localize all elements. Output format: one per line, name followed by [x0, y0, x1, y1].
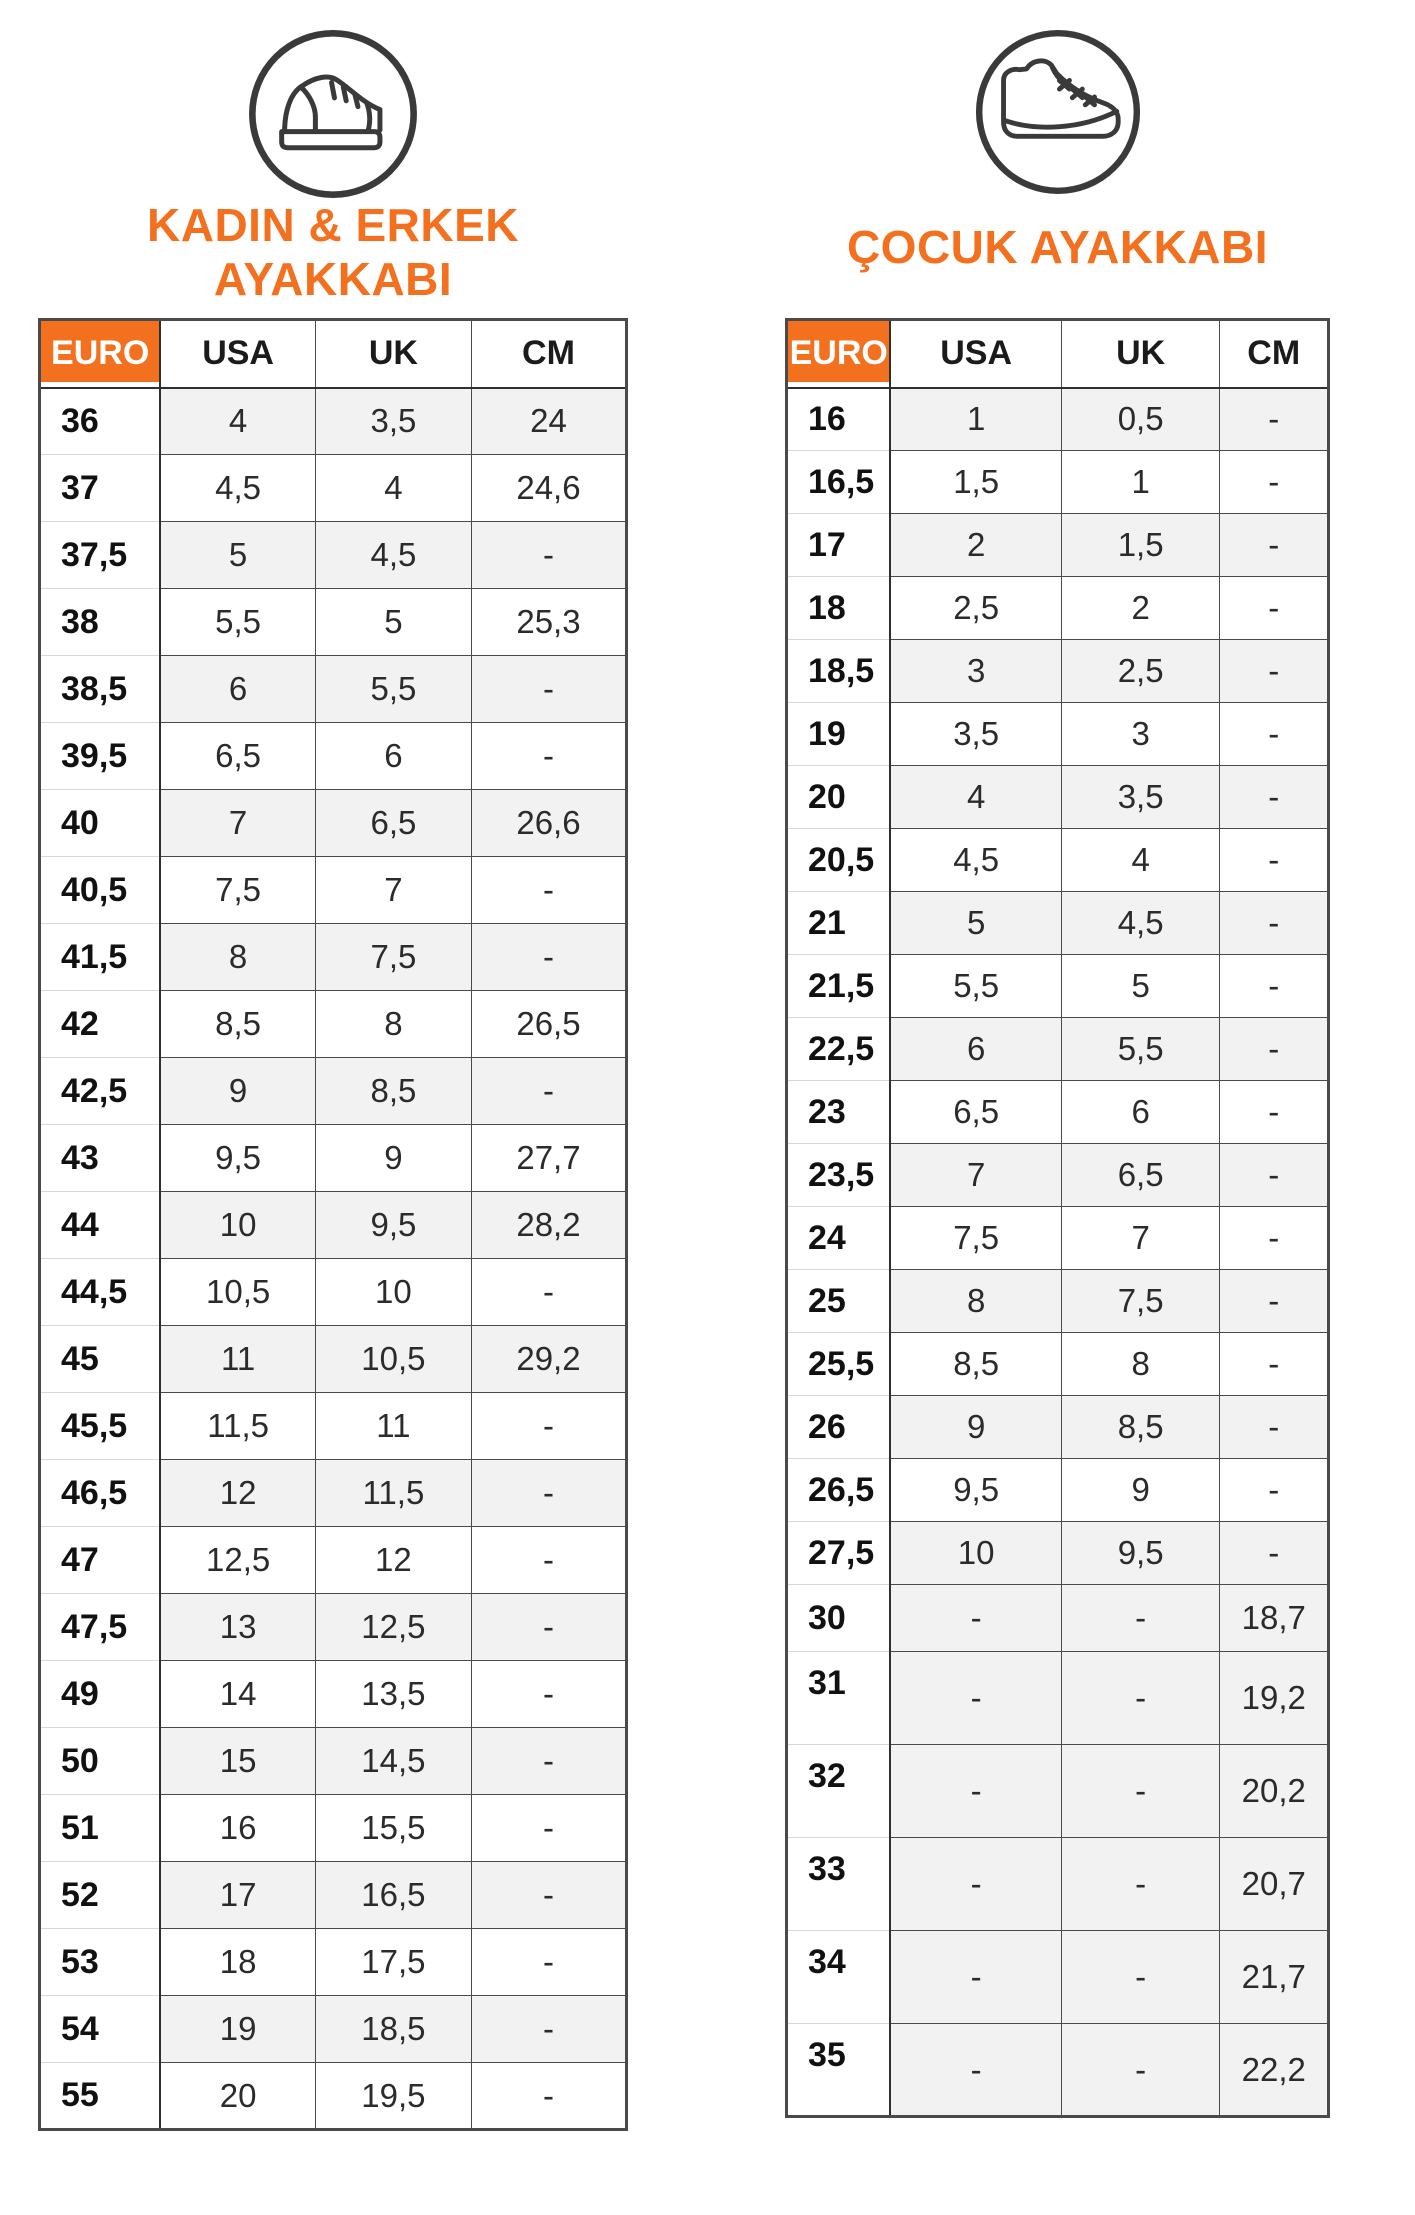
cm-cell: -	[471, 1795, 626, 1862]
table-row	[787, 1018, 1329, 1081]
uk-cell: 12	[315, 1527, 471, 1594]
euro-cell: 25	[787, 1270, 891, 1333]
euro-cell: 42,5	[40, 1058, 161, 1125]
table-row	[40, 388, 627, 455]
euro-cell: 30	[787, 1585, 891, 1652]
usa-cell: 10,5	[160, 1259, 315, 1326]
uk-cell: 9,5	[1061, 1522, 1220, 1585]
uk-cell: 9	[315, 1125, 471, 1192]
table-row	[787, 766, 1329, 829]
uk-cell: 5	[1061, 955, 1220, 1018]
usa-cell: 11	[160, 1326, 315, 1393]
usa-cell: -	[890, 1745, 1061, 1838]
cm-cell: -	[1220, 451, 1329, 514]
uk-cell: 5,5	[1061, 1018, 1220, 1081]
table-row	[787, 2024, 1329, 2117]
usa-cell: 7,5	[160, 857, 315, 924]
euro-cell: 24	[787, 1207, 891, 1270]
usa-cell: 4,5	[890, 829, 1061, 892]
usa-cell: 15	[160, 1728, 315, 1795]
usa-cell: 1,5	[890, 451, 1061, 514]
euro-cell: 44	[40, 1192, 161, 1259]
euro-cell: 52	[40, 1862, 161, 1929]
usa-cell: 17	[160, 1862, 315, 1929]
cm-cell: -	[471, 857, 626, 924]
cm-cell: -	[471, 522, 626, 589]
uk-cell: 17,5	[315, 1929, 471, 1996]
cm-cell: -	[1220, 766, 1329, 829]
usa-cell: 5	[160, 522, 315, 589]
uk-cell: 4,5	[315, 522, 471, 589]
euro-cell: 20	[787, 766, 891, 829]
table-row	[787, 1270, 1329, 1333]
uk-cell: 3	[1061, 703, 1220, 766]
adult-header-row	[40, 320, 627, 388]
cm-cell: -	[1220, 1333, 1329, 1396]
cm-cell: -	[1220, 1018, 1329, 1081]
uk-cell: 8	[1061, 1333, 1220, 1396]
euro-cell: 40,5	[40, 857, 161, 924]
uk-cell: 6,5	[315, 790, 471, 857]
uk-cell: -	[1061, 1838, 1220, 1931]
usa-cell: 6	[890, 1018, 1061, 1081]
euro-cell: 23,5	[787, 1144, 891, 1207]
cm-cell: -	[1220, 1207, 1329, 1270]
table-row	[787, 451, 1329, 514]
table-row	[787, 1522, 1329, 1585]
euro-cell: 21	[787, 892, 891, 955]
euro-cell: 53	[40, 1929, 161, 1996]
adult-col-header-euro: EURO	[40, 320, 161, 388]
usa-cell: 4	[890, 766, 1061, 829]
table-row	[40, 1996, 627, 2063]
cm-cell: -	[1220, 514, 1329, 577]
cm-cell: 29,2	[471, 1326, 626, 1393]
euro-cell: 55	[40, 2063, 161, 2130]
table-row	[787, 1931, 1329, 2024]
usa-cell: 5,5	[890, 955, 1061, 1018]
usa-cell: 8	[890, 1270, 1061, 1333]
table-row	[787, 1396, 1329, 1459]
uk-cell: 9,5	[315, 1192, 471, 1259]
usa-cell: 7	[890, 1144, 1061, 1207]
table-row	[40, 924, 627, 991]
table-row	[787, 955, 1329, 1018]
usa-cell: 8,5	[890, 1333, 1061, 1396]
table-row	[40, 1460, 627, 1527]
kids-title-text: ÇOCUK AYAKKABI	[846, 221, 1269, 273]
table-row	[40, 1728, 627, 1795]
cm-cell: -	[1220, 1081, 1329, 1144]
usa-cell: 2,5	[890, 577, 1061, 640]
euro-cell: 26,5	[787, 1459, 891, 1522]
uk-cell: 15,5	[315, 1795, 471, 1862]
table-row	[40, 1594, 627, 1661]
euro-cell: 41,5	[40, 924, 161, 991]
table-row	[787, 1333, 1329, 1396]
usa-cell: 1	[890, 388, 1061, 451]
cm-cell: -	[471, 2063, 626, 2130]
euro-cell: 23	[787, 1081, 891, 1144]
adult-col-header-cm: CM	[471, 320, 626, 388]
cm-cell: 25,3	[471, 589, 626, 656]
table-row	[40, 857, 627, 924]
uk-cell: -	[1061, 1931, 1220, 2024]
usa-cell: 8,5	[160, 991, 315, 1058]
usa-cell: 13	[160, 1594, 315, 1661]
uk-cell: 11	[315, 1393, 471, 1460]
uk-cell: 12,5	[315, 1594, 471, 1661]
euro-cell: 46,5	[40, 1460, 161, 1527]
usa-cell: -	[890, 1585, 1061, 1652]
usa-cell: 5	[890, 892, 1061, 955]
adult-col-header-uk: UK	[315, 320, 471, 388]
euro-cell: 47	[40, 1527, 161, 1594]
euro-cell: 32	[787, 1745, 891, 1838]
high-top-sneaker-icon	[972, 26, 1144, 198]
uk-cell: 8,5	[315, 1058, 471, 1125]
table-row	[40, 1326, 627, 1393]
usa-cell: 6,5	[160, 723, 315, 790]
usa-cell: 3	[890, 640, 1061, 703]
usa-cell: 12	[160, 1460, 315, 1527]
usa-cell: 9	[890, 1396, 1061, 1459]
table-row	[40, 1527, 627, 1594]
table-row	[787, 1838, 1329, 1931]
usa-cell: 10	[160, 1192, 315, 1259]
usa-cell: 9,5	[160, 1125, 315, 1192]
cm-cell: -	[471, 1728, 626, 1795]
kids-size-table	[785, 318, 1330, 2118]
euro-cell: 18,5	[787, 640, 891, 703]
cm-cell: 22,2	[1220, 2024, 1329, 2117]
usa-cell: -	[890, 1838, 1061, 1931]
usa-cell: 12,5	[160, 1527, 315, 1594]
uk-cell: 6	[315, 723, 471, 790]
euro-cell: 16	[787, 388, 891, 451]
uk-cell: 0,5	[1061, 388, 1220, 451]
table-row	[787, 514, 1329, 577]
uk-cell: -	[1061, 1652, 1220, 1745]
table-row	[787, 703, 1329, 766]
adult-size-table	[38, 318, 628, 2131]
euro-cell: 37,5	[40, 522, 161, 589]
uk-cell: 13,5	[315, 1661, 471, 1728]
uk-cell: 4	[315, 455, 471, 522]
euro-cell: 50	[40, 1728, 161, 1795]
uk-cell: 11,5	[315, 1460, 471, 1527]
uk-cell: 5,5	[315, 656, 471, 723]
usa-cell: -	[890, 1652, 1061, 1745]
euro-cell: 38,5	[40, 656, 161, 723]
uk-cell: 3,5	[315, 388, 471, 455]
table-row	[40, 1393, 627, 1460]
table-row	[40, 455, 627, 522]
usa-cell: 18	[160, 1929, 315, 1996]
table-row	[40, 991, 627, 1058]
uk-cell: 8	[315, 991, 471, 1058]
cm-cell: 28,2	[471, 1192, 626, 1259]
cm-cell: -	[1220, 1522, 1329, 1585]
uk-cell: 4,5	[1061, 892, 1220, 955]
cm-cell: -	[1220, 1144, 1329, 1207]
kids-col-header-uk: UK	[1061, 320, 1220, 388]
uk-cell: 5	[315, 589, 471, 656]
euro-cell: 47,5	[40, 1594, 161, 1661]
table-row	[787, 829, 1329, 892]
usa-cell: 8	[160, 924, 315, 991]
cm-cell: -	[1220, 1270, 1329, 1333]
cm-cell: -	[1220, 1396, 1329, 1459]
euro-cell: 17	[787, 514, 891, 577]
euro-cell: 51	[40, 1795, 161, 1862]
euro-cell: 21,5	[787, 955, 891, 1018]
euro-cell: 22,5	[787, 1018, 891, 1081]
table-row	[787, 640, 1329, 703]
table-row	[40, 723, 627, 790]
usa-cell: 9,5	[890, 1459, 1061, 1522]
adult-title-line2: AYAKKABI	[213, 253, 453, 305]
table-row	[787, 1081, 1329, 1144]
table-row	[40, 1929, 627, 1996]
kids-table-body	[787, 388, 1329, 2117]
cm-cell: 24	[471, 388, 626, 455]
usa-cell: 4,5	[160, 455, 315, 522]
cm-cell: -	[471, 656, 626, 723]
cm-cell: -	[471, 1393, 626, 1460]
euro-cell: 35	[787, 2024, 891, 2117]
table-row	[40, 656, 627, 723]
table-row	[40, 1058, 627, 1125]
table-row	[40, 1125, 627, 1192]
cm-cell: 18,7	[1220, 1585, 1329, 1652]
euro-cell: 45,5	[40, 1393, 161, 1460]
usa-cell: 11,5	[160, 1393, 315, 1460]
euro-cell: 39,5	[40, 723, 161, 790]
uk-cell: 7	[315, 857, 471, 924]
usa-cell: 20	[160, 2063, 315, 2130]
kids-col-header-cm: CM	[1220, 320, 1329, 388]
usa-cell: 14	[160, 1661, 315, 1728]
euro-cell: 18	[787, 577, 891, 640]
table-row	[40, 1192, 627, 1259]
usa-cell: 2	[890, 514, 1061, 577]
uk-cell: 18,5	[315, 1996, 471, 2063]
uk-cell: 6,5	[1061, 1144, 1220, 1207]
table-row	[787, 1207, 1329, 1270]
cm-cell: -	[1220, 892, 1329, 955]
euro-cell: 36	[40, 388, 161, 455]
table-row	[787, 1745, 1329, 1838]
cm-cell: -	[1220, 955, 1329, 1018]
adult-section-title	[38, 198, 628, 306]
uk-cell: 2	[1061, 577, 1220, 640]
usa-cell: 10	[890, 1522, 1061, 1585]
euro-cell: 19	[787, 703, 891, 766]
uk-cell: -	[1061, 1585, 1220, 1652]
euro-cell: 25,5	[787, 1333, 891, 1396]
usa-cell: 5,5	[160, 589, 315, 656]
table-row	[787, 1652, 1329, 1745]
uk-cell: 3,5	[1061, 766, 1220, 829]
uk-cell: 6	[1061, 1081, 1220, 1144]
table-row	[787, 892, 1329, 955]
table-row	[40, 1661, 627, 1728]
table-row	[40, 522, 627, 589]
cm-cell: 21,7	[1220, 1931, 1329, 2024]
euro-cell: 16,5	[787, 451, 891, 514]
table-row	[40, 1259, 627, 1326]
euro-cell: 42	[40, 991, 161, 1058]
table-row	[40, 1795, 627, 1862]
usa-cell: 19	[160, 1996, 315, 2063]
euro-cell: 49	[40, 1661, 161, 1728]
cm-cell: -	[471, 1527, 626, 1594]
euro-cell: 34	[787, 1931, 891, 2024]
kids-header-row	[787, 320, 1329, 388]
cm-cell: 19,2	[1220, 1652, 1329, 1745]
euro-cell: 27,5	[787, 1522, 891, 1585]
euro-cell: 20,5	[787, 829, 891, 892]
adult-table-body	[40, 388, 627, 2130]
euro-cell: 44,5	[40, 1259, 161, 1326]
uk-cell: -	[1061, 1745, 1220, 1838]
kids-section-title	[785, 220, 1330, 274]
cm-cell: 26,5	[471, 991, 626, 1058]
table-row	[40, 1862, 627, 1929]
table-row	[787, 1585, 1329, 1652]
cm-cell: 24,6	[471, 455, 626, 522]
table-row	[787, 577, 1329, 640]
usa-cell: 7,5	[890, 1207, 1061, 1270]
uk-cell: 7,5	[315, 924, 471, 991]
kids-col-header-euro: EURO	[787, 320, 891, 388]
cm-cell: 27,7	[471, 1125, 626, 1192]
adult-col-header-usa: USA	[160, 320, 315, 388]
uk-cell: 4	[1061, 829, 1220, 892]
usa-cell: -	[890, 2024, 1061, 2117]
usa-cell: 16	[160, 1795, 315, 1862]
cm-cell: -	[471, 1058, 626, 1125]
uk-cell: 16,5	[315, 1862, 471, 1929]
cm-cell: -	[471, 1594, 626, 1661]
cm-cell: -	[1220, 829, 1329, 892]
kids-col-header-usa: USA	[890, 320, 1061, 388]
cm-cell: -	[471, 1862, 626, 1929]
cm-cell: -	[1220, 577, 1329, 640]
cm-cell: -	[1220, 1459, 1329, 1522]
table-row	[40, 2063, 627, 2130]
uk-cell: 1,5	[1061, 514, 1220, 577]
usa-cell: 3,5	[890, 703, 1061, 766]
usa-cell: 7	[160, 790, 315, 857]
table-row	[787, 1459, 1329, 1522]
table-row	[40, 589, 627, 656]
uk-cell: 10,5	[315, 1326, 471, 1393]
cm-cell: -	[471, 1996, 626, 2063]
table-row	[787, 388, 1329, 451]
uk-cell: 19,5	[315, 2063, 471, 2130]
uk-cell: 10	[315, 1259, 471, 1326]
cm-cell: -	[471, 1929, 626, 1996]
cm-cell: -	[471, 1259, 626, 1326]
usa-cell: 4	[160, 388, 315, 455]
euro-cell: 37	[40, 455, 161, 522]
euro-cell: 40	[40, 790, 161, 857]
uk-cell: 2,5	[1061, 640, 1220, 703]
usa-cell: 9	[160, 1058, 315, 1125]
cm-cell: -	[471, 1460, 626, 1527]
cm-cell: -	[1220, 388, 1329, 451]
low-top-sneaker-icon	[245, 26, 421, 202]
euro-cell: 54	[40, 1996, 161, 2063]
uk-cell: -	[1061, 2024, 1220, 2117]
uk-cell: 7	[1061, 1207, 1220, 1270]
usa-cell: -	[890, 1931, 1061, 2024]
uk-cell: 9	[1061, 1459, 1220, 1522]
euro-cell: 33	[787, 1838, 891, 1931]
cm-cell: -	[1220, 640, 1329, 703]
table-row	[40, 790, 627, 857]
euro-cell: 43	[40, 1125, 161, 1192]
cm-cell: -	[471, 723, 626, 790]
cm-cell: 20,2	[1220, 1745, 1329, 1838]
cm-cell: 26,6	[471, 790, 626, 857]
cm-cell: 20,7	[1220, 1838, 1329, 1931]
cm-cell: -	[1220, 703, 1329, 766]
uk-cell: 8,5	[1061, 1396, 1220, 1459]
euro-cell: 26	[787, 1396, 891, 1459]
adult-title-line1: KADIN & ERKEK	[147, 199, 519, 251]
uk-cell: 1	[1061, 451, 1220, 514]
euro-cell: 45	[40, 1326, 161, 1393]
table-row	[787, 1144, 1329, 1207]
usa-cell: 6	[160, 656, 315, 723]
uk-cell: 14,5	[315, 1728, 471, 1795]
euro-cell: 38	[40, 589, 161, 656]
cm-cell: -	[471, 1661, 626, 1728]
usa-cell: 6,5	[890, 1081, 1061, 1144]
euro-cell: 31	[787, 1652, 891, 1745]
uk-cell: 7,5	[1061, 1270, 1220, 1333]
cm-cell: -	[471, 924, 626, 991]
